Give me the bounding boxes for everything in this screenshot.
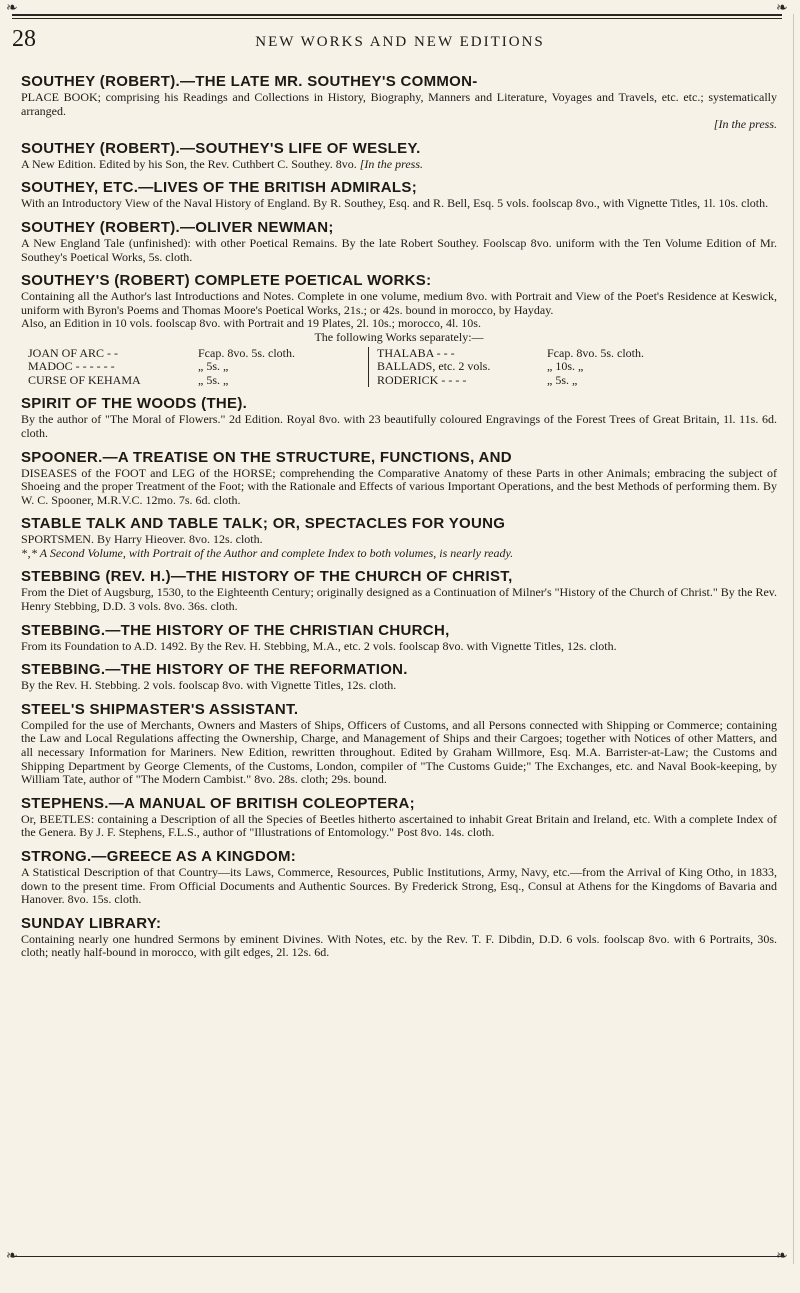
entry-stebbing-christian-church (21, 622, 777, 654)
entry-british-admirals (21, 179, 777, 211)
catalogue-content (21, 73, 777, 968)
entry-oliver-newman (21, 219, 777, 264)
ornament-bottom-left-icon: ❧ (6, 1249, 18, 1264)
entry-heading: SOUTHEY, ETC.—LIVES OF THE BRITISH ADMIRALS; (21, 179, 417, 197)
work-row: JOAN OF ARC - - Fcap. 8vo. 5s. cloth. (28, 345, 295, 360)
separate-works-table (28, 347, 708, 388)
work-row: CURSE OF KEHAMA „ 5s. „ (28, 372, 229, 387)
work-row: MADOC - - - - - - „ 5s. „ (28, 359, 229, 374)
entry-description: PLACE BOOK; comprising his Readings and Collections in History, Biography, Manners and Literature, Voyages and Travels, etc. etc.; systematically arranged. (21, 90, 777, 118)
entry-heading: STEEL'S SHIPMASTER'S ASSISTANT. (21, 700, 299, 718)
entry-steel-shipmaster (21, 701, 777, 787)
entry-description: Compiled for the use of Merchants, Owners and Masters of Ships, Officers of Customs, and all Persons connected with Shipping or Commerce; containing the Law and Local Regulations affecting the Ownership, Charge, and Management of Ships and their Cargoes; together with Notices of other Matters, and all necessary Information for Mariners. New Edition, rewritten throughout. Edited by Graham Willmore, Esq. M.A. Barrister-at-Law; the Customs and Shipping Department by George Clements, of the Customs, London, compiler of "The Customs Guide;" The Exchanges, etc. and Naval Book-keeping, by William Tate, author of "The Modern Cambist." 8vo. 28s. cloth; 29s. bound. (21, 717, 777, 787)
page-edge-line (793, 14, 794, 1264)
entry-heading: STABLE TALK AND TABLE TALK; OR, SPECTACLES FOR YOUNG (21, 515, 506, 533)
entry-southey-wesley (21, 140, 777, 172)
entry-description: DISEASES of the FOOT and LEG of the HORSE; comprehending the Comparative Anatomy of these Parts in other Animals; embracing the subject of Shoeing and the proper Treatment of the Foot; with the Rationale and Effects of various Important Operations, and the best Methods of performing them. By W. C. Spooner, M.R.V.C. 12mo. 7s. 6d. cloth. (21, 465, 777, 507)
entry-heading: SOUTHEY (ROBERT).—THE LATE MR. SOUTHEY'S COMMON- (21, 73, 478, 90)
entry-note: *‚* A Second Volume, with Portrait of the Author and complete Index to both volumes, is nearly ready. (21, 545, 514, 560)
entry-heading: SPIRIT OF THE WOODS (THE). (21, 395, 248, 413)
entry-description: By the author of "The Moral of Flowers." 2d Edition. Royal 8vo. with 23 beautifully coloured Engravings of the Forest Trees of Great Britain, 1l. 11s. 6d. cloth. (21, 412, 777, 440)
work-row: THALABA - - - Fcap. 8vo. 5s. cloth. (377, 345, 644, 360)
entry-heading: SPOONER.—A TREATISE ON THE STRUCTURE, FUNCTIONS, AND (21, 448, 512, 466)
entry-description: A New Edition. Edited by his Son, the Rev. Cuthbert C. Southey. 8vo. (21, 156, 357, 171)
entry-description: SPORTSMEN. By Harry Hieover. 8vo. 12s. cloth. (21, 532, 263, 547)
entry-stephens-coleoptera (21, 795, 777, 840)
entry-spirit-of-woods (21, 395, 777, 440)
entry-heading: STEPHENS.—A MANUAL OF BRITISH COLEOPTERA; (21, 794, 415, 812)
works-column-left (28, 347, 368, 388)
bottom-rule (12, 1256, 782, 1257)
page-number: 28 (12, 26, 36, 52)
top-rule (12, 14, 782, 16)
ornament-right-icon: ❧ (776, 1, 788, 16)
entry-heading: STEBBING (REV. H.)—THE HISTORY OF THE CHURCH OF CHRIST, (21, 568, 513, 586)
entry-stebbing-church-christ (21, 568, 777, 613)
ornament-bottom-right-icon: ❧ (776, 1249, 788, 1264)
entry-spooner-horse (21, 449, 777, 508)
entry-description: From the Diet of Augsburg, 1530, to the Eighteenth Century; originally designed as a Continuation of Milner's "History of the Church of Christ." By the Rev. Henry Stebbing, D.D. 3 vols. 8vo. 36s. cloth. (21, 585, 777, 614)
work-row: RODERICK - - - - „ 5s. „ (377, 372, 578, 387)
entry-heading: STEBBING.—THE HISTORY OF THE CHRISTIAN CHURCH, (21, 621, 450, 639)
entry-stable-talk (21, 515, 777, 560)
entry-strong-greece (21, 848, 777, 907)
works-column-right (368, 347, 707, 388)
entry-heading: SOUTHEY (ROBERT).—OLIVER NEWMAN; (21, 218, 334, 236)
works-separately-label: The following Works separately:— (314, 329, 484, 344)
entry-heading: SOUTHEY (ROBERT).—SOUTHEY'S LIFE OF WESLEY. (21, 139, 421, 157)
entry-description: Containing all the Author's last Introductions and Notes. Complete in one volume, medium 8vo. with Portrait and View of the Poet's Residence at Keswick, uniform with Byron's Poems and Thomas Moore's Poetical Works, 21s.; or 42s. bound in morocco, by Hayday. (21, 289, 777, 317)
entry-poetical-works (21, 272, 777, 387)
entry-description: Containing nearly one hundred Sermons by eminent Divines. With Notes, etc. by the Rev. T. F. Dibdin, D.D. 6 vols. foolscap 8vo. with 6 Portraits, 30s. cloth; neatly half-bound in morocco, with gilt edges, 2l. 12s. 6d. (21, 931, 777, 960)
entry-heading: SUNDAY LIBRARY: (21, 914, 162, 932)
entry-description: From its Foundation to A.D. 1492. By the Rev. H. Stebbing, M.A., etc. 2 vols. foolscap 8vo. with Vignette Titles, 12s. cloth. (21, 638, 617, 653)
entry-status: [In the press. (713, 117, 777, 132)
entry-sunday-library (21, 915, 777, 960)
entry-heading: STRONG.—GREECE AS A KINGDOM: (21, 848, 297, 865)
entry-description: With an Introductory View of the Naval History of England. By R. Southey, Esq. and R. Bell, Esq. 5 vols. foolscap 8vo., with Vignette Titles, 1l. 10s. cloth. (21, 196, 769, 211)
entry-description: By the Rev. H. Stebbing. 2 vols. foolscap 8vo. with Vignette Titles, 12s. cloth. (21, 678, 397, 693)
ornament-left-icon: ❧ (6, 1, 18, 16)
entry-status: [In the press. (359, 156, 423, 171)
entry-heading: SOUTHEY'S (ROBERT) COMPLETE POETICAL WORKS: (21, 272, 432, 290)
entry-stebbing-reformation (21, 661, 777, 693)
entry-description: A Statistical Description of that Country—its Laws, Commerce, Resources, Public Institutions, Army, Navy, etc.—from the Arrival of King Otho, in 1833, down to the present time. From Official Documents and Authentic Sources. By Frederick Strong, Esq., Consul at Athens for the Kingdoms of Bavaria and Hanover. 8vo. 15s. cloth. (21, 865, 777, 907)
entry-description: Or, BEETLES: containing a Description of all the Species of Beetles hitherto ascertained to inhabit Great Britain and Ireland, etc. With a complete Index of the Genera. By J. F. Stephens, F.L.S., author of "Illustrations of Entomology." Post 8vo. 14s. cloth. (21, 811, 777, 840)
entry-description: A New England Tale (unfinished): with other Poetical Remains. By the late Robert Southey. Foolscap 8vo. uniform with the Ten Volume Edition of Mr. Southey's Poetical Works, 5s. cloth. (21, 235, 777, 264)
running-head: NEW WORKS AND NEW EDITIONS (255, 34, 545, 50)
entry-heading: STEBBING.—THE HISTORY OF THE REFORMATION. (21, 661, 408, 679)
work-row: BALLADS, etc. 2 vols. „ 10s. „ (377, 359, 584, 374)
entry-also: Also, an Edition in 10 vols. foolscap 8vo. with Portrait and 19 Plates, 2l. 10s.; morocco, 4l. 10s. (21, 316, 481, 331)
entry-southey-commonplace (21, 73, 777, 132)
